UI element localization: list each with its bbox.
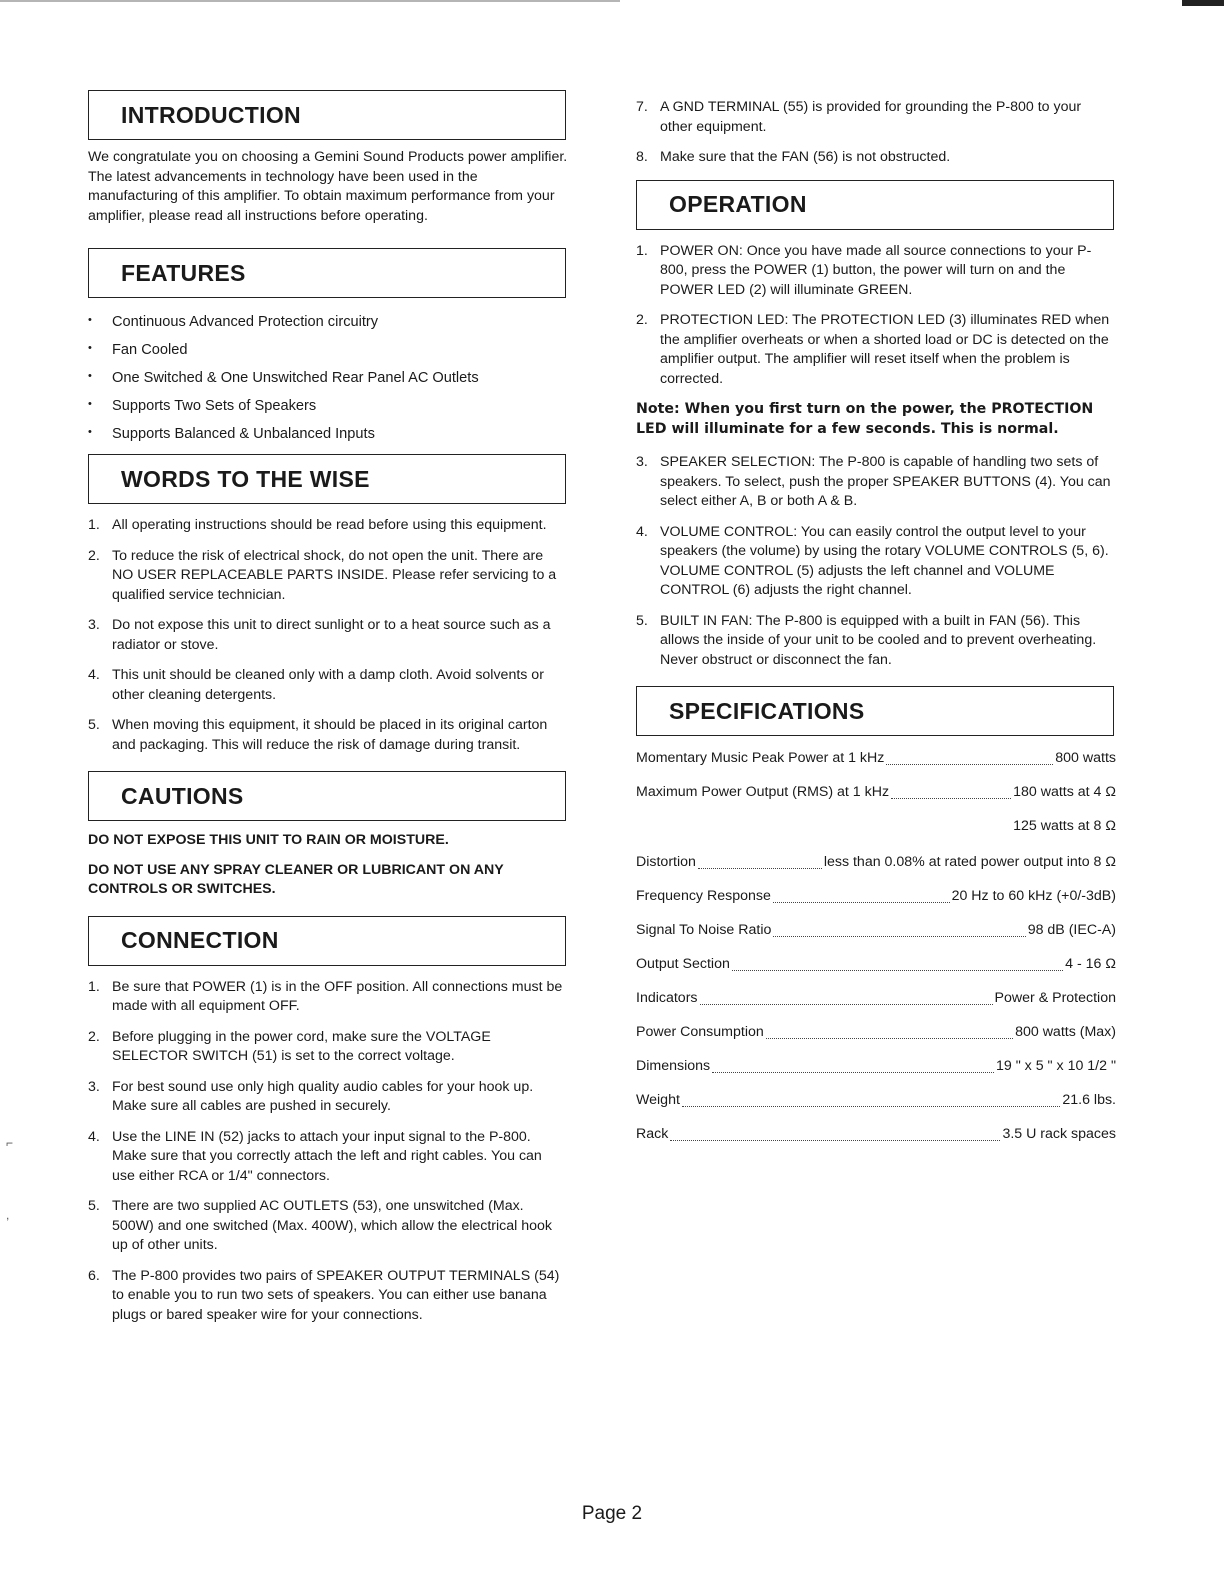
list-item: 1. POWER ON: Once you have made all source connections to your P-800, press the POWER (1) button, the power will turn on and the POWER LED (2) will illuminate GREEN.: [636, 242, 1092, 298]
connection-section: [88, 916, 568, 1326]
operation-section: [636, 180, 1116, 671]
section-title: CONNECTION: [121, 927, 279, 953]
list-item: 6. The P-800 provides two pairs of SPEAKER OUTPUT TERMINALS (54) to enable you to run two sets of speakers. You can either use banana plugs or bared speaker wire for your connections.: [88, 1267, 560, 1323]
list-item: • Continuous Advanced Protection circuitry: [88, 314, 568, 330]
list-item: 1. Be sure that POWER (1) is in the OFF position. All connections must be made with all equipment OFF.: [88, 978, 563, 1014]
section-title: OPERATION: [669, 191, 807, 217]
corner-mark: [1182, 0, 1224, 6]
list-item: 2. To reduce the risk of electrical shock, do not open the unit. There are NO USER REPLACEABLE PARTS INSIDE. Please refer servicing to a qualified service technician.: [88, 547, 557, 603]
section-title: INTRODUCTION: [121, 101, 301, 128]
spec-row: Weight 21.6 lbs.: [636, 1092, 1116, 1108]
spec-row: Rack 3.5 U rack spaces: [636, 1126, 1116, 1142]
list-item: 5. When moving this equipment, it should be placed in its original carton and packaging. This will reduce the risk of damage during transit.: [88, 717, 548, 753]
operation-list: [636, 242, 1116, 390]
spec-row: Output Section 4 - 16 Ω: [636, 956, 1116, 972]
section-header-box: [88, 771, 566, 821]
right-column: [636, 98, 1116, 1160]
connection-list-continued: [636, 98, 1116, 168]
spec-row: Dimensions 19 " x 5 " x 10 1/2 ": [636, 1058, 1116, 1074]
section-title: CAUTIONS: [121, 782, 244, 809]
section-title: SPECIFICATIONS: [669, 697, 865, 724]
section-header-box: [636, 180, 1114, 230]
spec-table: [636, 750, 1116, 1160]
page-number: Page 2: [581, 1503, 643, 1524]
section-header-box: [636, 686, 1114, 736]
list-item: 3. SPEAKER SELECTION: The P-800 is capable of handling two sets of speakers. To select, push the proper SPEAKER BUTTONS (4). You can select either A, B or both A & B.: [636, 454, 1111, 509]
introduction-text: We congratulate you on choosing a Gemini Sound Products power amplifier. The latest advancements in technology have been used in the manufacturing of this amplifier. To obtain maximum performance from your amplifier, please read all instructions before operating.: [88, 149, 568, 224]
list-item: 2. PROTECTION LED: The PROTECTION LED (3) illuminates RED when the amplifier overheats or when a shorted load or DC is detected on the amplifier output. The amplifier will reset itself when the problem is corrected.: [636, 312, 1110, 387]
section-title: FEATURES: [121, 259, 246, 286]
list-item: 2. Before plugging in the power cord, make sure the VOLTAGE SELECTOR SWITCH (51) is set to the correct voltage.: [88, 1028, 491, 1064]
list-item: 5. There are two supplied AC OUTLETS (53), one unswitched (Max. 500W) and one switched (Max. 400W), which allow the electrical hook up of other units.: [88, 1198, 553, 1253]
list-item: • One Switched & One Unswitched Rear Panel AC Outlets: [88, 370, 568, 386]
list-item: 3. Do not expose this unit to direct sunlight or to a heat source such as a radiator or stove.: [88, 617, 551, 653]
cautions-section: [88, 771, 568, 900]
words-list: [88, 516, 568, 755]
features-list: [88, 314, 568, 442]
spec-row: Momentary Music Peak Power at 1 kHz 800 watts: [636, 750, 1116, 766]
left-column: [88, 90, 568, 1336]
list-item: 5. BUILT IN FAN: The P-800 is equipped with a built in FAN (56). This allows the inside of your unit to be cooled and to prevent overheating. Never obstruct or disconnect the fan.: [636, 612, 1097, 668]
spec-row: Indicators Power & Protection: [636, 990, 1116, 1006]
caution-line: DO NOT USE ANY SPRAY CLEANER OR LUBRICANT ON ANY CONTROLS OR SWITCHES.: [88, 861, 504, 897]
scan-top-line: [0, 0, 620, 2]
spec-row: Maximum Power Output (RMS) at 1 kHz 180 watts at 4 Ω: [636, 784, 1116, 800]
list-item: 4. VOLUME CONTROL: You can easily control the output level to your speakers (the volume) by using the rotary VOLUME CONTROLS (5, 6). VOLUME CONTROL (5) adjusts the left channel and VOLUME CONTROL (6) adjusts the right channel.: [636, 523, 1109, 598]
spec-row: Frequency Response 20 Hz to 60 kHz (+0/-3dB): [636, 888, 1116, 904]
list-item: 4. This unit should be cleaned only with a damp cloth. Avoid solvents or other cleaning detergents.: [88, 667, 544, 703]
spec-row: Power Consumption 800 watts (Max): [636, 1024, 1116, 1040]
list-item: 8. Make sure that the FAN (56) is not obstructed.: [636, 149, 951, 165]
list-item: • Fan Cooled: [88, 342, 568, 358]
operation-list-continued: [636, 453, 1116, 670]
spec-row: Distortion less than 0.08% at rated power output into 8 Ω: [636, 854, 1116, 870]
list-item: 7. A GND TERMINAL (55) is provided for grounding the P-800 to your other equipment.: [636, 99, 1082, 135]
scan-artifact: ,: [6, 1208, 10, 1222]
list-item: 4. Use the LINE IN (52) jacks to attach your input signal to the P-800. Make sure that you correctly attach the left and right cables. You can use either RCA or 1/4" connectors.: [88, 1128, 542, 1184]
section-title: WORDS TO THE WISE: [121, 465, 370, 492]
section-header-box: [88, 248, 566, 298]
section-header-box: [88, 916, 566, 966]
list-item: 1. All operating instructions should be read before using this equipment.: [88, 517, 547, 533]
section-header-box: [88, 90, 566, 140]
section-header-box: [88, 454, 566, 504]
list-item: • Supports Two Sets of Speakers: [88, 398, 568, 414]
list-item: • Supports Balanced & Unbalanced Inputs: [88, 426, 568, 442]
spec-row: Signal To Noise Ratio 98 dB (IEC-A): [636, 922, 1116, 938]
connection-list: [88, 978, 568, 1326]
specifications-section: [636, 686, 1116, 1160]
spec-row-continuation: 125 watts at 8 Ω: [1013, 818, 1116, 834]
list-item: 3. For best sound use only high quality audio cables for your hook up. Make sure all cables are pushed in securely.: [88, 1078, 534, 1114]
scan-artifact: ⌐: [6, 1136, 14, 1150]
operation-note: Note: When you first turn on the power, the PROTECTION LED will illuminate for a few seconds. This is normal.: [636, 401, 1094, 437]
words-to-the-wise-section: [88, 454, 568, 755]
features-section: [88, 248, 568, 442]
introduction-section: [88, 90, 568, 226]
caution-line: DO NOT EXPOSE THIS UNIT TO RAIN OR MOISTURE.: [88, 832, 449, 848]
